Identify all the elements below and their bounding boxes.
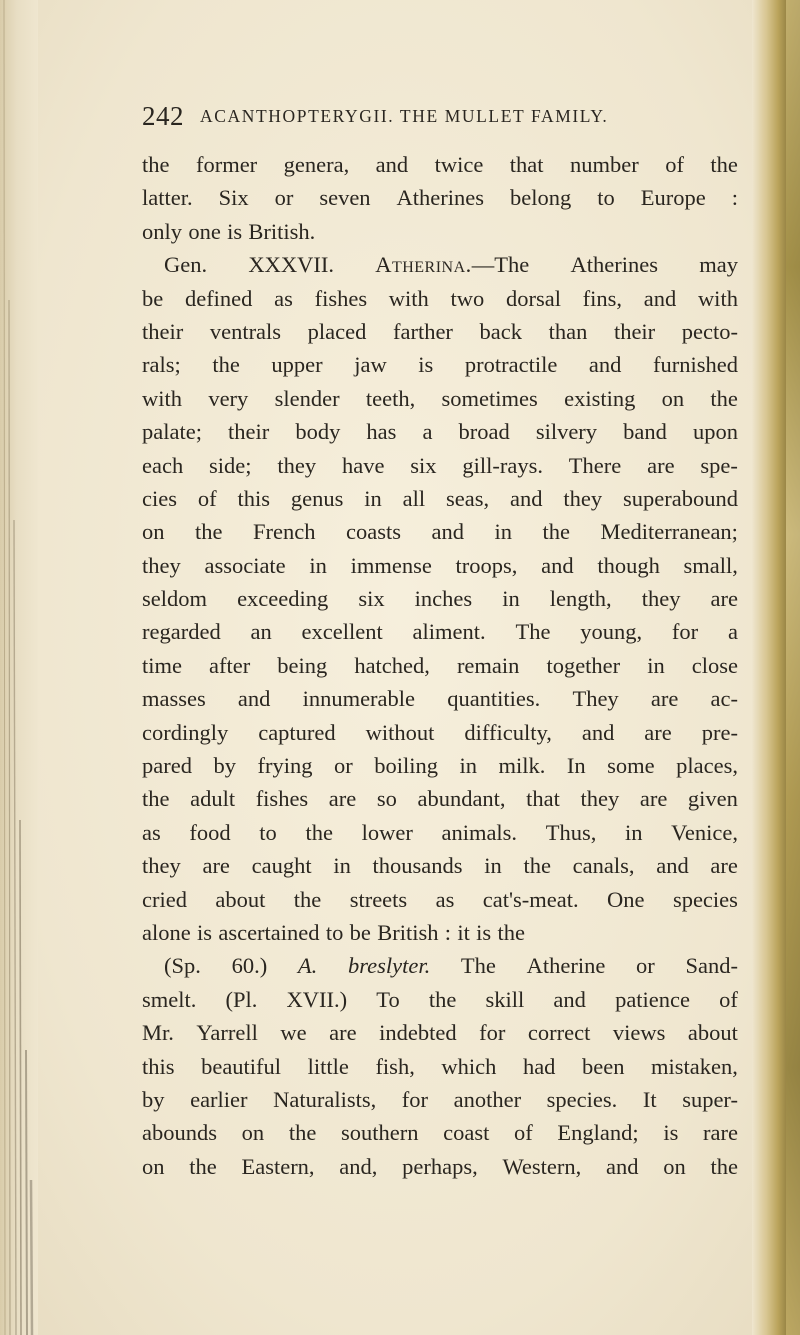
page-number: 242 [142, 101, 184, 131]
text-line: alone is ascertained to be British : it is the [142, 919, 525, 945]
text-line: they are caught in thousands in the canals, and are [142, 853, 738, 879]
text-line: cried about the streets as cat's-meat. One species [142, 886, 738, 912]
text-line: they associate in immense troops, and though small, [142, 552, 738, 578]
text-line: each side; they have six gill-rays. There are spe- [142, 452, 738, 478]
running-title: ACANTHOPTERYGII. THE MULLET FAMILY. [200, 106, 609, 126]
text-line: Mr. Yarrell we are indebted for correct views about [142, 1020, 738, 1046]
binding-shadow-lines [0, 0, 40, 1335]
text-line: cies of this genus in all seas, and they superabound [142, 485, 738, 511]
text-line: cordingly captured without difficulty, and are pre- [142, 719, 738, 745]
text-line: this beautiful little fish, which had been mistaken, [142, 1053, 738, 1079]
text-line: latter. Six or seven Atherines belong to Europe : [142, 185, 738, 211]
text-line: the former genera, and twice that number of the [142, 152, 738, 177]
text-line: Gen. XXXVII. Atherina.—The Atherines may [164, 252, 738, 278]
text-line: as food to the lower animals. Thus, in Venice, [142, 819, 738, 845]
text-line: on the French coasts and in the Mediterranean; [142, 519, 738, 545]
text-line: time after being hatched, remain together in close [142, 652, 738, 678]
text-line: abounds on the southern coast of England; is rare [142, 1120, 738, 1146]
text-line: on the Eastern, and, perhaps, Western, and on the [142, 1153, 738, 1179]
text-line: their ventrals placed farther back than their pecto- [142, 318, 738, 344]
text-line: pared by frying or boiling in milk. In some places, [142, 753, 738, 779]
text-line: smelt. (Pl. XVII.) To the skill and patience of [142, 986, 738, 1012]
text-line: masses and innumerable quantities. They are ac- [142, 686, 738, 712]
text-line: the adult fishes are so abundant, that they are given [142, 786, 738, 812]
body-text [142, 148, 738, 1183]
text-line: rals; the upper jaw is protractile and furnished [142, 352, 738, 378]
text-line: seldom exceeding six inches in length, they are [142, 586, 738, 612]
running-head [142, 101, 722, 137]
page-edge-strip [786, 0, 800, 1335]
text-line: be defined as fishes with two dorsal fins, and with [142, 285, 738, 311]
text-line: only one is British. [142, 218, 316, 244]
text-line: by earlier Naturalists, for another species. It super- [142, 1086, 738, 1112]
text-line: palate; their body has a broad silvery band upon [142, 419, 738, 445]
text-line: (Sp. 60.) A. breslyter. The Atherine or Sand- [164, 953, 738, 979]
text-line: with very slender teeth, sometimes existing on the [142, 385, 738, 411]
text-line: regarded an excellent aliment. The young, for a [142, 619, 738, 645]
